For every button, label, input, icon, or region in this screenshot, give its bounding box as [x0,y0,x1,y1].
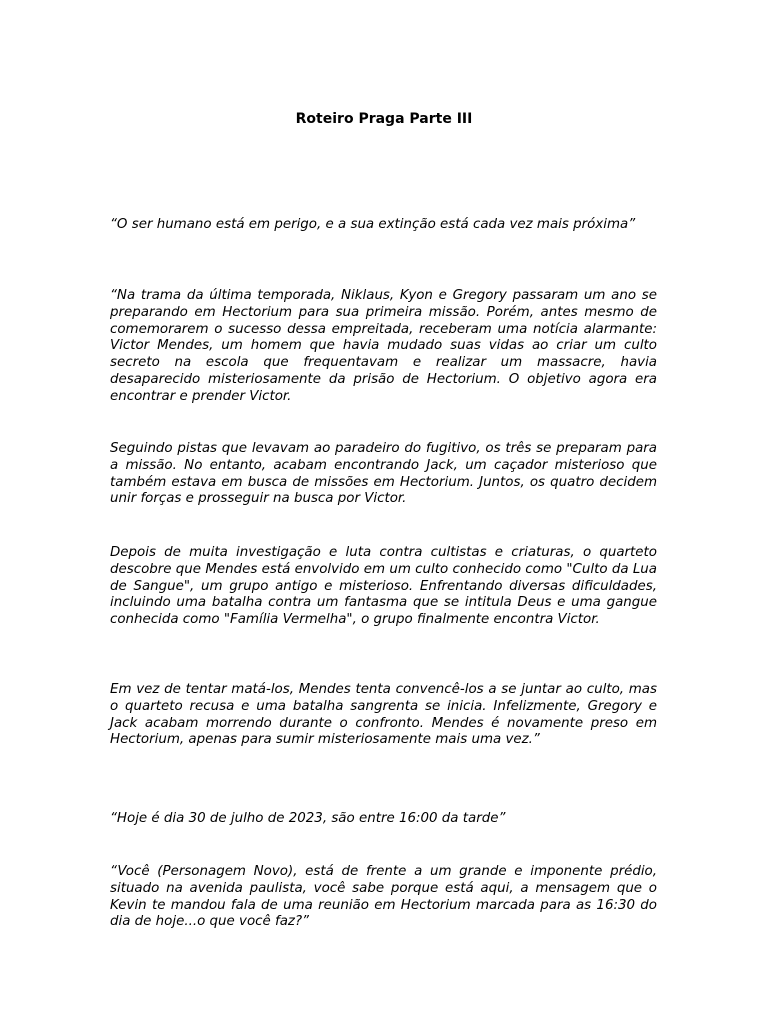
paragraph-recap-jack: Seguindo pistas que levavam ao paradeiro do fugitivo, os três se preparam para a missão. No entanto, acabam encontrando Jack, um caçador misterioso que também estava em busca de missões em Hectorium. Juntos, os quatro decidem unir forças e prosseguir na busca por Victor. [110,441,657,507]
document-title: Roteiro Praga Parte III [295,111,473,127]
paragraph-date: “Hoje é dia 30 de julho de 2023, são entre 16:00 da tarde” [110,811,506,826]
paragraph-recap-cult: Depois de muita investigação e luta contra cultistas e criaturas, o quarteto descobre que Mendes está envolvido em um culto conhecido como "Culto da Lua de Sangue", um grupo antigo e misterioso. Enfrentando diversas dificuldades, incluindo uma batalha contra um fantasma que se intitula Deus e uma gangue conhecida como "Família Vermelha", o grupo finalmente encontra Victor. [110,545,657,628]
paragraph-scene-start: “Você (Personagem Novo), está de frente a um grande e imponente prédio, situado na avenida paulista, você sabe porque está aqui, a mensagem que o Kevin te mandou fala de uma reunião em Hectorium marcada para as 16:30 do dia de hoje...o que você faz?” [110,864,657,930]
paragraph-recap-battle: Em vez de tentar matá-los, Mendes tenta convencê-los a se juntar ao culto, mas o quarteto recusa e uma batalha sangrenta se inicia. Infelizmente, Gregory e Jack acabam morrendo durante o confronto. Mendes é novamente preso em Hectorium, apenas para sumir misteriosamente mais uma vez.” [110,682,657,748]
paragraph-epigraph: “O ser humano está em perigo, e a sua extinção está cada vez mais próxima” [110,217,636,232]
paragraph-recap-intro: “Na trama da última temporada, Niklaus, Kyon e Gregory passaram um ano se preparando em Hectorium para sua primeira missão. Porém, antes mesmo de comemorarem o sucesso dessa empreitada, receberam uma notícia alarmante: Victor Mendes, um homem que havia mudado suas vidas ao criar um culto secreto na escola que frequentavam e realizar um massacre, havia desaparecido misteriosamente da prisão de Hectorium. O objetivo agora era encontrar e prender Victor. [110,288,657,404]
